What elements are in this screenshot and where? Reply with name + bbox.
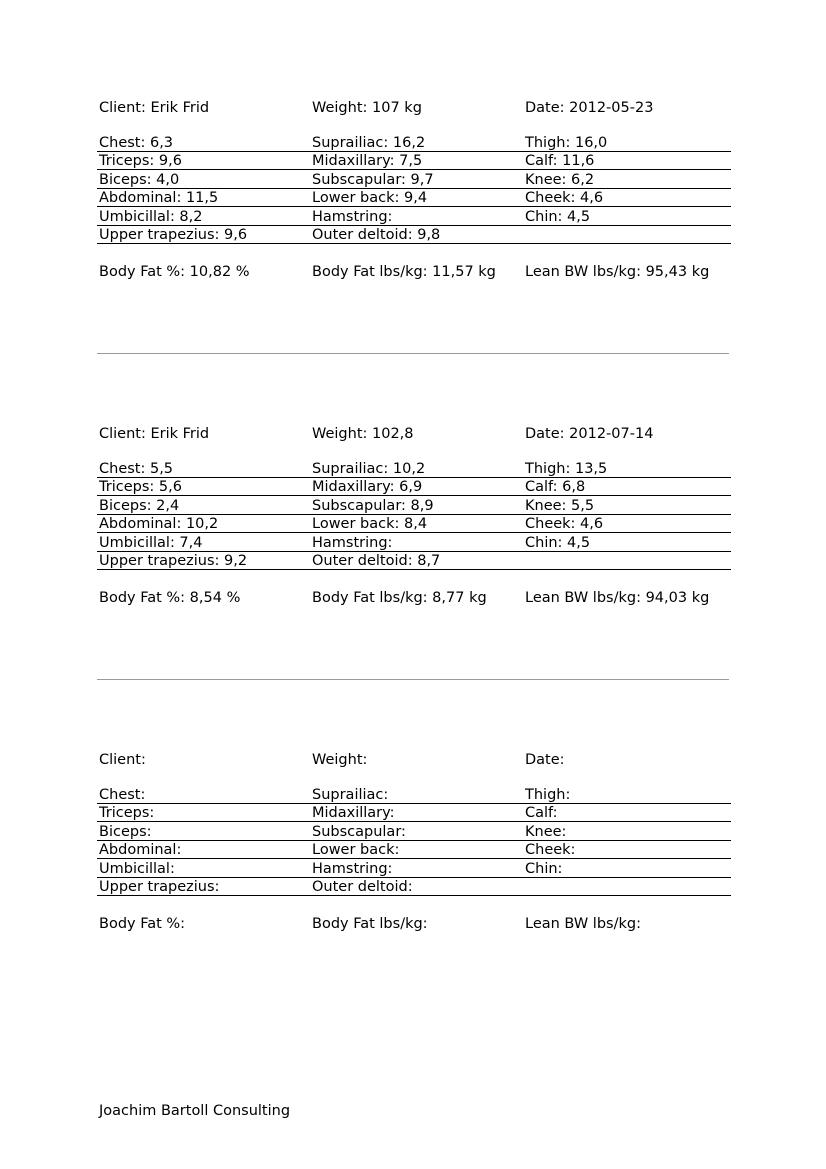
subscapular-skinfold: Subscapular: 8,9: [312, 497, 434, 514]
measurement-row: [0, 152, 826, 170]
suprailiac-skinfold: Suprailiac: 10,2: [312, 461, 426, 477]
calf-skinfold: Calf:: [525, 805, 558, 822]
row-divider: [97, 569, 731, 570]
umbicillal-skinfold: Umbicillal:: [99, 860, 175, 877]
suprailiac-skinfold: Suprailiac:: [312, 787, 389, 803]
triceps-skinfold: Triceps: 9,6: [99, 153, 182, 170]
cheek-skinfold: Cheek:: [525, 842, 576, 859]
lean-body-weight: Lean BW lbs/kg: 94,03 kg: [525, 590, 710, 606]
knee-skinfold: Knee: 6,2: [525, 171, 595, 188]
measurement-row: [0, 478, 826, 496]
chin-skinfold: Chin:: [525, 860, 563, 877]
weight-field: Weight: 102,8: [312, 426, 414, 442]
chest-skinfold: Chest: 6,3: [99, 135, 174, 151]
subscapular-skinfold: Subscapular: 9,7: [312, 171, 434, 188]
chin-skinfold: Chin: 4,5: [525, 534, 591, 551]
cheek-skinfold: Cheek: 4,6: [525, 190, 604, 207]
measurement-row: [0, 460, 826, 478]
biceps-skinfold: Biceps: 4,0: [99, 171, 180, 188]
chin-skinfold: Chin: 4,5: [525, 208, 591, 225]
lower-back-skinfold: Lower back: 9,4: [312, 190, 428, 207]
body-fat-mass: Body Fat lbs/kg: 8,77 kg: [312, 590, 487, 606]
hamstring-skinfold: Hamstring:: [312, 208, 393, 225]
upper-trapezius-skinfold: Upper trapezius:: [99, 879, 220, 895]
abdominal-skinfold: Abdominal: 11,5: [99, 190, 219, 207]
triceps-skinfold: Triceps: 5,6: [99, 479, 182, 496]
body-fat-percent: Body Fat %: 10,82 %: [99, 264, 250, 280]
abdominal-skinfold: Abdominal:: [99, 842, 182, 859]
thigh-skinfold: Thigh: 13,5: [525, 461, 608, 477]
outer-deltoid-skinfold: Outer deltoid: 8,7: [312, 553, 441, 569]
record-separator: [97, 353, 729, 354]
client-field: Client:: [99, 752, 146, 768]
measurement-row: [0, 878, 826, 896]
date-field: Date:: [525, 752, 565, 768]
row-divider: [97, 243, 731, 244]
measurement-row: [0, 226, 826, 244]
measurement-row: [0, 134, 826, 152]
midaxillary-skinfold: Midaxillary:: [312, 805, 395, 822]
body-fat-percent: Body Fat %: 8,54 %: [99, 590, 241, 606]
body-fat-percent: Body Fat %:: [99, 916, 186, 932]
subscapular-skinfold: Subscapular:: [312, 823, 406, 840]
weight-field: Weight: 107 kg: [312, 100, 422, 116]
date-field: Date: 2012-07-14: [525, 426, 654, 442]
lean-body-weight: Lean BW lbs/kg:: [525, 916, 641, 932]
body-fat-mass: Body Fat lbs/kg: 11,57 kg: [312, 264, 496, 280]
suprailiac-skinfold: Suprailiac: 16,2: [312, 135, 426, 151]
record-header-row: [0, 425, 826, 443]
knee-skinfold: Knee: 5,5: [525, 497, 595, 514]
umbicillal-skinfold: Umbicillal: 7,4: [99, 534, 203, 551]
thigh-skinfold: Thigh:: [525, 787, 571, 803]
calf-skinfold: Calf: 6,8: [525, 479, 586, 496]
chest-skinfold: Chest:: [99, 787, 146, 803]
measurement-row: [0, 515, 826, 533]
record-header-row: [0, 99, 826, 117]
lower-back-skinfold: Lower back:: [312, 842, 400, 859]
outer-deltoid-skinfold: Outer deltoid:: [312, 879, 413, 895]
upper-trapezius-skinfold: Upper trapezius: 9,2: [99, 553, 248, 569]
measurement-row: [0, 171, 826, 189]
record-separator: [97, 679, 729, 680]
measurement-row: [0, 552, 826, 570]
measurement-row: [0, 208, 826, 226]
knee-skinfold: Knee:: [525, 823, 567, 840]
thigh-skinfold: Thigh: 16,0: [525, 135, 608, 151]
hamstring-skinfold: Hamstring:: [312, 534, 393, 551]
outer-deltoid-skinfold: Outer deltoid: 9,8: [312, 227, 441, 243]
date-field: Date: 2012-05-23: [525, 100, 654, 116]
body-fat-mass: Body Fat lbs/kg:: [312, 916, 428, 932]
calf-skinfold: Calf: 11,6: [525, 153, 595, 170]
client-field: Client: Erik Frid: [99, 100, 210, 116]
chest-skinfold: Chest: 5,5: [99, 461, 174, 477]
footer-company-name: Joachim Bartoll Consulting: [99, 1103, 291, 1119]
umbicillal-skinfold: Umbicillal: 8,2: [99, 208, 203, 225]
midaxillary-skinfold: Midaxillary: 7,5: [312, 153, 423, 170]
record-totals-row: [0, 263, 826, 281]
client-field: Client: Erik Frid: [99, 426, 210, 442]
triceps-skinfold: Triceps:: [99, 805, 155, 822]
measurement-row: [0, 860, 826, 878]
lower-back-skinfold: Lower back: 8,4: [312, 516, 428, 533]
cheek-skinfold: Cheek: 4,6: [525, 516, 604, 533]
row-divider: [97, 895, 731, 896]
measurement-row: [0, 189, 826, 207]
biceps-skinfold: Biceps:: [99, 823, 152, 840]
measurement-row: [0, 534, 826, 552]
lean-body-weight: Lean BW lbs/kg: 95,43 kg: [525, 264, 710, 280]
biceps-skinfold: Biceps: 2,4: [99, 497, 180, 514]
measurement-row: [0, 804, 826, 822]
upper-trapezius-skinfold: Upper trapezius: 9,6: [99, 227, 248, 243]
measurement-row: [0, 497, 826, 515]
record-header-row: [0, 751, 826, 769]
weight-field: Weight:: [312, 752, 368, 768]
measurement-row: [0, 786, 826, 804]
measurement-row: [0, 823, 826, 841]
record-totals-row: [0, 589, 826, 607]
abdominal-skinfold: Abdominal: 10,2: [99, 516, 219, 533]
record-totals-row: [0, 915, 826, 933]
midaxillary-skinfold: Midaxillary: 6,9: [312, 479, 423, 496]
measurement-row: [0, 841, 826, 859]
hamstring-skinfold: Hamstring:: [312, 860, 393, 877]
